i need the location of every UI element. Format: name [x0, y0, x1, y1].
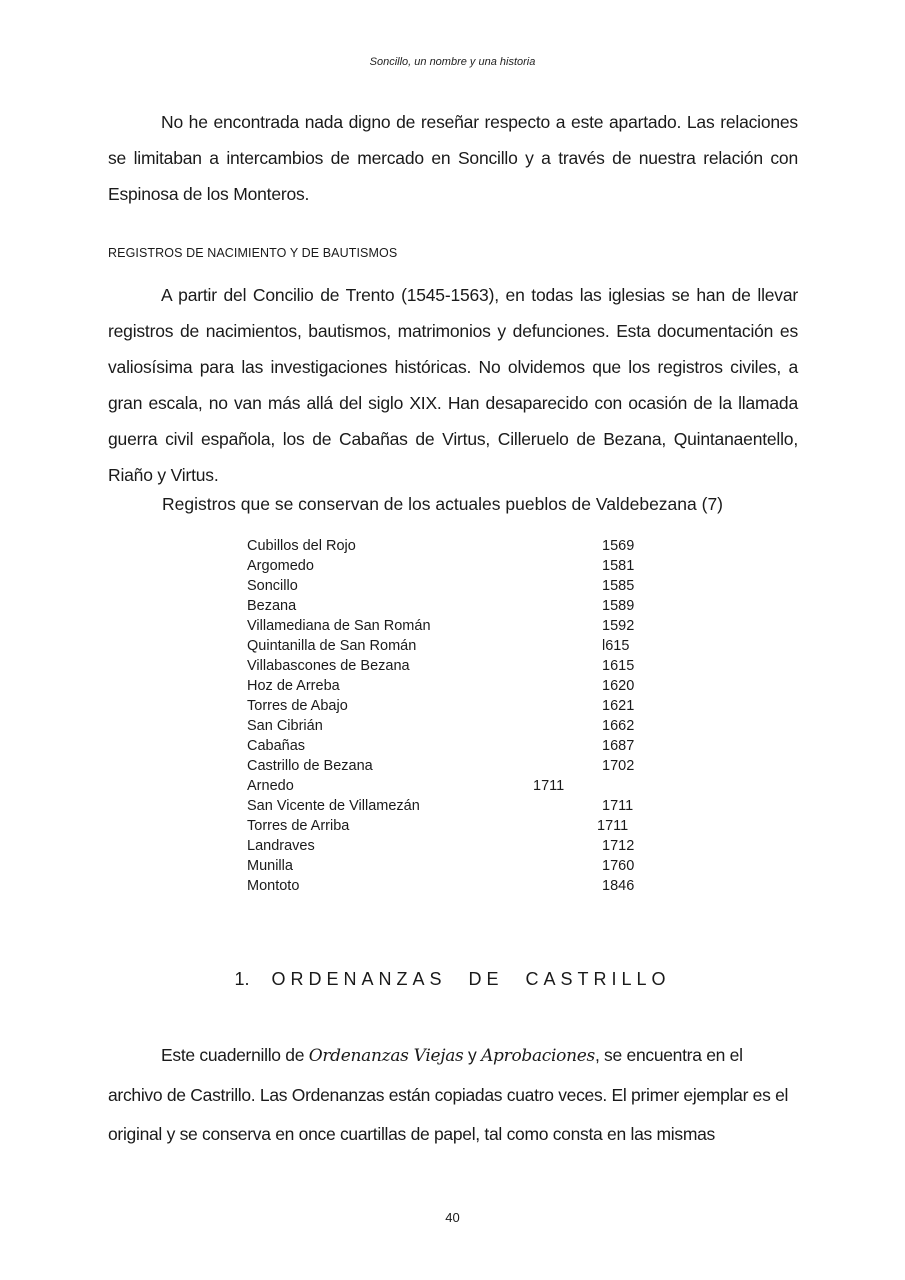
register-place: Hoz de Arreba — [247, 678, 340, 694]
register-place: Villamediana de San Román — [247, 618, 431, 634]
register-year: 1711 — [533, 778, 565, 794]
paragraph-text: A partir del Concilio de Trento (1545-1563), en todas las iglesias se han de llevar registros de nacimientos, bautismos, matrimonios y defunciones. Esta documentación es valiosísima para las investigaciones históricas. No olvidemos que los registros civiles, a gran escala, no van más allá del siglo XIX. Han desaparecido con ocasión de la llamada guerra civil española, los de Cabañas de Virtus, Cilleruelo de Bezana, Quintanaentello, Riaño y Virtus. — [108, 285, 798, 485]
register-row — [247, 616, 667, 636]
document-title-ordenanzas: Ordenanzas Viejas — [308, 1046, 464, 1066]
register-year: 1585 — [602, 578, 635, 594]
paragraph-concilio-trento — [108, 277, 798, 493]
paragraph-mercado — [108, 104, 798, 212]
register-row — [247, 576, 667, 596]
register-year: 1846 — [602, 878, 635, 894]
register-row — [247, 816, 667, 836]
register-row — [247, 556, 667, 576]
register-table — [247, 536, 667, 896]
register-place: Quintanilla de San Román — [247, 638, 417, 654]
register-list-intro: Registros que se conservan de los actuales pueblos de Valdebezana (7) — [162, 494, 723, 514]
register-year: 1615 — [602, 658, 635, 674]
register-row — [247, 876, 667, 896]
chapter-number: 1. — [234, 969, 250, 989]
register-year: 1581 — [602, 558, 635, 574]
register-place: Arnedo — [247, 778, 294, 794]
register-year: 1711 — [597, 818, 629, 834]
register-row — [247, 796, 667, 816]
register-year: 1760 — [602, 858, 635, 874]
register-year: 1569 — [602, 538, 635, 554]
chapter-title-word: CASTRILLO — [525, 969, 671, 989]
register-row — [247, 776, 667, 796]
register-year: 1662 — [602, 718, 635, 734]
register-place: Soncillo — [247, 578, 298, 594]
paragraph-text: Este cuadernillo de — [161, 1045, 309, 1065]
register-year: 1711 — [602, 798, 634, 814]
register-place: Torres de Abajo — [247, 698, 348, 714]
chapter-title-word: ORDENANZAS — [271, 969, 447, 989]
paragraph-text: y — [463, 1045, 482, 1065]
paragraph-text: , se encuentra en el archivo de Castrillo. Las Ordenanzas están copiadas cuatro veces. El primer ejemplar es el original y se conserva en once cuartillas de papel, tal como consta en las mismas — [108, 1045, 789, 1144]
register-year: l615 — [602, 638, 630, 654]
register-year: 1702 — [602, 758, 635, 774]
register-place: Montoto — [247, 878, 300, 894]
register-row — [247, 636, 667, 656]
register-place: San Cibrián — [247, 718, 323, 734]
register-place: Landraves — [247, 838, 315, 854]
register-year: 1621 — [602, 698, 635, 714]
register-place: Bezana — [247, 598, 297, 614]
chapter-heading — [0, 969, 905, 990]
register-row — [247, 536, 667, 556]
register-row — [247, 676, 667, 696]
paragraph-text: No he encontrada nada digno de reseñar respecto a este apartado. Las relaciones se limitaban a intercambios de mercado en Soncillo y a través de nuestra relación con Espinosa de los Monteros. — [108, 112, 798, 204]
register-place: San Vicente de Villamezán — [247, 798, 420, 814]
running-header: Soncillo, un nombre y una historia — [369, 56, 536, 68]
page-number: 40 — [445, 1210, 460, 1225]
register-row — [247, 736, 667, 756]
register-year: 1589 — [602, 598, 635, 614]
document-title-aprobaciones: Aprobaciones — [481, 1046, 595, 1066]
register-year: 1712 — [602, 838, 635, 854]
register-place: Torres de Arriba — [247, 818, 350, 834]
register-place: Cabañas — [247, 738, 306, 754]
section-heading-registros: REGISTROS DE NACIMIENTO Y DE BAUTISMOS — [108, 246, 398, 260]
register-place: Argomedo — [247, 558, 314, 574]
register-year: 1687 — [602, 738, 635, 754]
paragraph-cuadernillo — [108, 1036, 798, 1154]
register-year: 1592 — [602, 618, 635, 634]
chapter-title-word: DE — [468, 969, 504, 989]
register-place: Cubillos del Rojo — [247, 538, 356, 554]
register-row — [247, 836, 667, 856]
register-row — [247, 656, 667, 676]
register-year: 1620 — [602, 678, 635, 694]
register-row — [247, 716, 667, 736]
register-row — [247, 756, 667, 776]
register-place: Villabascones de Bezana — [247, 658, 410, 674]
register-row — [247, 856, 667, 876]
register-place: Munilla — [247, 858, 293, 874]
register-row — [247, 596, 667, 616]
register-row — [247, 696, 667, 716]
register-place: Castrillo de Bezana — [247, 758, 373, 774]
